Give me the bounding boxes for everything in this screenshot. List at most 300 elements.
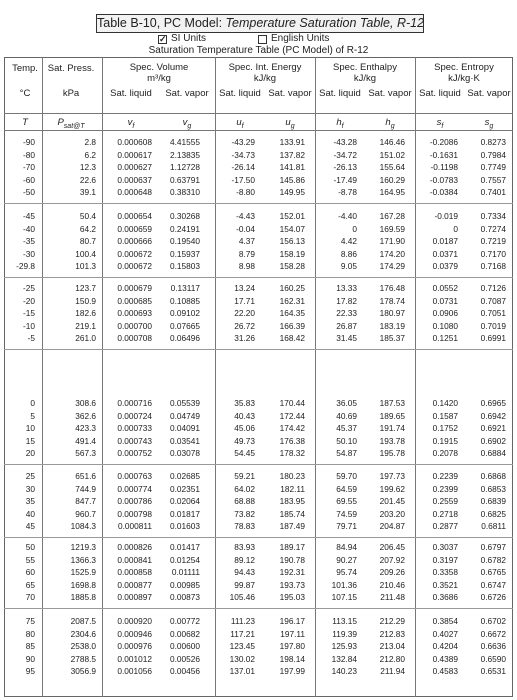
cell-sg: 0.6868 bbox=[480, 471, 506, 481]
table-row bbox=[4, 484, 513, 495]
cell-uf: 89.12 bbox=[234, 554, 255, 565]
cell-sf: 0.3521 bbox=[432, 579, 458, 590]
cell-pressure: 123.7 bbox=[75, 283, 96, 293]
cell-sf: 0.3358 bbox=[432, 567, 458, 578]
cell-sf: -0.019 bbox=[434, 211, 458, 221]
header-sym-hf: $h_f$ bbox=[336, 117, 344, 130]
cell-temp: -30 bbox=[23, 248, 35, 259]
cell-temp: -50 bbox=[23, 187, 35, 198]
cell-vf: 0.000976 bbox=[117, 641, 152, 652]
cell-ug: 198.14 bbox=[279, 653, 305, 664]
cell-temp: 85 bbox=[25, 641, 35, 652]
cell-temp: 45 bbox=[25, 521, 35, 532]
cell-vg: 0.01817 bbox=[170, 508, 200, 519]
cell-sg: 0.6726 bbox=[480, 592, 506, 603]
cell-vf: 0.000946 bbox=[117, 628, 152, 639]
cell-vg: 0.04749 bbox=[170, 410, 200, 421]
cell-hg: 199.62 bbox=[379, 483, 405, 494]
cell-pressure: 2788.5 bbox=[70, 653, 96, 664]
cell-temp: 65 bbox=[25, 579, 35, 590]
cell-sf: -0.1631 bbox=[429, 149, 458, 160]
cell-vf: 0.000858 bbox=[117, 567, 152, 578]
cell-ug: 137.82 bbox=[279, 149, 305, 160]
cell-ug: 195.03 bbox=[279, 592, 305, 603]
cell-ug: 152.01 bbox=[279, 211, 305, 221]
cell-vf: 0.000877 bbox=[117, 579, 152, 590]
header-vf-label: Sat. liquid bbox=[110, 88, 152, 99]
cell-ug: 174.42 bbox=[279, 423, 305, 434]
cell-uf: 40.43 bbox=[234, 410, 255, 421]
header-sym-ug: $u_g$ bbox=[285, 117, 295, 130]
cell-uf: 8.79 bbox=[238, 248, 255, 259]
cell-sg: 0.6765 bbox=[480, 567, 506, 578]
cell-vg: 0.24191 bbox=[170, 223, 200, 234]
table-row bbox=[4, 666, 513, 677]
cell-pressure: 182.6 bbox=[75, 308, 96, 319]
cell-vg: 0.00772 bbox=[170, 616, 200, 626]
cell-vg: 0.01417 bbox=[170, 542, 200, 552]
cell-hg: 185.37 bbox=[379, 333, 405, 344]
sym-sg-text: s bbox=[484, 117, 490, 128]
group-divider bbox=[4, 203, 513, 204]
header-sf-label: Sat. liquid bbox=[419, 88, 461, 99]
cell-ug: 193.73 bbox=[279, 579, 305, 590]
cell-hg: 176.48 bbox=[379, 283, 405, 293]
cell-uf: 137.01 bbox=[229, 666, 255, 677]
group-divider bbox=[4, 277, 513, 278]
header-deg-c: °C bbox=[19, 88, 31, 99]
cell-hf: 26.87 bbox=[336, 320, 357, 331]
table-row bbox=[4, 654, 513, 665]
cell-uf: -0.04 bbox=[236, 223, 255, 234]
cell-temp: 75 bbox=[25, 616, 35, 626]
cell-sg: 0.7401 bbox=[480, 187, 506, 198]
cell-hf: 4.42 bbox=[340, 236, 357, 247]
group-divider bbox=[4, 537, 513, 538]
si-units-label: SI Units bbox=[171, 33, 207, 44]
cell-ug: 168.42 bbox=[279, 333, 305, 344]
cell-uf: 8.98 bbox=[238, 261, 255, 272]
table-row bbox=[4, 398, 513, 409]
cell-pressure: 2087.5 bbox=[70, 616, 96, 626]
cell-hf: 50.10 bbox=[336, 435, 357, 446]
cell-temp: -90 bbox=[23, 137, 35, 147]
header-sg-label: Sat. vapor bbox=[467, 88, 511, 99]
cell-vg: 0.00682 bbox=[170, 628, 200, 639]
cell-sf: 0.2559 bbox=[432, 496, 458, 507]
cell-hg: 151.02 bbox=[379, 149, 405, 160]
cell-vf: 0.001012 bbox=[117, 653, 152, 664]
cell-hg: 167.28 bbox=[379, 211, 405, 221]
header-hf-label: Sat. liquid bbox=[319, 88, 361, 99]
cell-sf: 0.2399 bbox=[432, 483, 458, 494]
cell-sg: 0.7984 bbox=[480, 149, 506, 160]
cell-hg: 193.78 bbox=[379, 435, 405, 446]
table-row bbox=[4, 162, 513, 173]
cell-sf: 0.3854 bbox=[432, 616, 458, 626]
cell-uf: 99.87 bbox=[234, 579, 255, 590]
header-kpa: kPa bbox=[62, 88, 80, 99]
cell-vf: 0.000637 bbox=[117, 174, 152, 185]
cell-ug: 156.13 bbox=[279, 236, 305, 247]
table-row bbox=[4, 249, 513, 260]
cell-vg: 0.06496 bbox=[170, 333, 200, 344]
cell-vf: 0.000724 bbox=[117, 410, 152, 421]
cell-temp: 10 bbox=[25, 423, 35, 434]
cell-vg: 0.38310 bbox=[170, 187, 200, 198]
cell-hg: 203.20 bbox=[379, 508, 405, 519]
cell-sf: 0.3197 bbox=[432, 554, 458, 565]
group-divider bbox=[4, 464, 513, 465]
cell-vg: 0.00526 bbox=[170, 653, 200, 664]
cell-sg: 0.6782 bbox=[480, 554, 506, 565]
header-uf-label: Sat. liquid bbox=[219, 88, 261, 99]
cell-hf: 132.84 bbox=[331, 653, 357, 664]
cell-vf: 0.000617 bbox=[117, 149, 152, 160]
cell-vf: 0.000672 bbox=[117, 261, 152, 272]
cell-hg: 189.65 bbox=[379, 410, 405, 421]
cell-uf: -43.29 bbox=[231, 137, 255, 147]
cell-vg: 2.13835 bbox=[170, 149, 200, 160]
header-enthalpy: Spec. Enthalpy bbox=[333, 62, 397, 73]
cell-vg: 0.15803 bbox=[170, 261, 200, 272]
cell-pressure: 39.1 bbox=[79, 187, 96, 198]
table-title-italic: Temperature Saturation Table, R-12 bbox=[225, 16, 425, 30]
cell-uf: 26.72 bbox=[234, 320, 255, 331]
cell-hg: 213.04 bbox=[379, 641, 405, 652]
cell-pressure: 491.4 bbox=[75, 435, 96, 446]
cell-vg: 0.30268 bbox=[170, 211, 200, 221]
sym-sf-text: s bbox=[436, 117, 442, 128]
cell-hf: 17.82 bbox=[336, 295, 357, 306]
table-row bbox=[4, 521, 513, 532]
cell-temp: 5 bbox=[30, 410, 35, 421]
cell-pressure: 1366.3 bbox=[70, 554, 96, 565]
cell-hf: 90.27 bbox=[336, 554, 357, 565]
table-row bbox=[4, 283, 513, 294]
cell-sg: 0.7170 bbox=[480, 248, 506, 259]
cell-sg: 0.6531 bbox=[480, 666, 506, 677]
cell-vf: 0.000700 bbox=[117, 320, 152, 331]
checkbox-checked-icon[interactable] bbox=[158, 35, 167, 44]
cell-hf: 95.74 bbox=[336, 567, 357, 578]
cell-hf: -26.13 bbox=[333, 162, 357, 173]
cell-hg: 210.46 bbox=[379, 579, 405, 590]
cell-hg: 204.87 bbox=[379, 521, 405, 532]
cell-sf: 0.4027 bbox=[432, 628, 458, 639]
table-row bbox=[4, 211, 513, 222]
cell-temp: -20 bbox=[23, 295, 35, 306]
cell-temp: -40 bbox=[23, 223, 35, 234]
cell-sf: 0.0906 bbox=[432, 308, 458, 319]
cell-ug: 189.17 bbox=[279, 542, 305, 552]
cell-hg: 160.29 bbox=[379, 174, 405, 185]
cell-hf: 84.94 bbox=[336, 542, 357, 552]
header-vg-label: Sat. vapor bbox=[165, 88, 209, 99]
cell-hg: 155.64 bbox=[379, 162, 405, 173]
cell-temp: 50 bbox=[25, 542, 35, 552]
sym-hg-text: h bbox=[385, 117, 391, 128]
table-row bbox=[4, 580, 513, 591]
cell-temp: -35 bbox=[23, 236, 35, 247]
cell-ug: 145.86 bbox=[279, 174, 305, 185]
table-subtitle: Saturation Temperature Table (PC Model) of R-12 bbox=[148, 45, 369, 56]
cell-vg: 0.05539 bbox=[170, 398, 200, 408]
table-row bbox=[4, 555, 513, 566]
cell-hg: 178.74 bbox=[379, 295, 405, 306]
cell-hg: 174.20 bbox=[379, 248, 405, 259]
checkbox-unchecked-icon[interactable] bbox=[258, 35, 267, 44]
cell-sg: 0.6636 bbox=[480, 641, 506, 652]
cell-ug: 133.91 bbox=[279, 137, 305, 147]
cell-vg: 0.13117 bbox=[170, 283, 200, 293]
cell-uf: -17.50 bbox=[231, 174, 255, 185]
cell-sg: 0.6811 bbox=[481, 521, 506, 532]
cell-uf: 59.21 bbox=[234, 471, 255, 481]
cell-sf: 0.2718 bbox=[432, 508, 458, 519]
table-row bbox=[4, 496, 513, 507]
english-units-checkbox[interactable] bbox=[258, 33, 329, 45]
cell-sf: -0.1198 bbox=[430, 162, 458, 173]
cell-temp: 95 bbox=[25, 666, 35, 677]
cell-sg: 0.7019 bbox=[480, 320, 506, 331]
cell-pressure: 2538.0 bbox=[70, 641, 96, 652]
cell-sg: 0.6825 bbox=[480, 508, 506, 519]
cell-uf: 111.23 bbox=[230, 616, 255, 626]
cell-ug: 176.38 bbox=[279, 435, 305, 446]
cell-sg: 0.6942 bbox=[480, 410, 506, 421]
cell-temp: 70 bbox=[25, 592, 35, 603]
sym-vg-text: v bbox=[182, 117, 188, 128]
cell-ug: 192.31 bbox=[279, 567, 305, 578]
cell-pressure: 362.6 bbox=[75, 410, 96, 421]
table-row bbox=[4, 616, 513, 627]
cell-vg: 0.02351 bbox=[170, 483, 200, 494]
cell-hg: 212.83 bbox=[379, 628, 405, 639]
cell-uf: 13.24 bbox=[234, 283, 255, 293]
cell-pressure: 2.8 bbox=[84, 137, 96, 147]
symbol-divider bbox=[4, 130, 513, 131]
cell-ug: 190.78 bbox=[279, 554, 305, 565]
cell-sf: 0.1080 bbox=[432, 320, 458, 331]
cell-hg: 207.92 bbox=[379, 554, 405, 565]
cell-sg: 0.7334 bbox=[480, 211, 506, 221]
cell-ug: 158.19 bbox=[279, 248, 305, 259]
group-divider bbox=[4, 349, 513, 350]
cell-vf: 0.000679 bbox=[117, 283, 152, 293]
cell-pressure: 960.7 bbox=[75, 508, 96, 519]
cell-hg: 180.97 bbox=[379, 308, 405, 319]
cell-sg: 0.6965 bbox=[480, 398, 506, 408]
cell-ug: 178.32 bbox=[279, 448, 305, 459]
cell-hf: 79.71 bbox=[336, 521, 357, 532]
cell-uf: 54.45 bbox=[234, 448, 255, 459]
table-row bbox=[4, 137, 513, 148]
cell-uf: -4.43 bbox=[236, 211, 255, 221]
header-sym-vf: $v_f$ bbox=[127, 117, 135, 130]
table-row bbox=[4, 308, 513, 319]
cell-uf: 105.46 bbox=[229, 592, 255, 603]
cell-sg: 0.7557 bbox=[480, 174, 506, 185]
cell-ug: 185.74 bbox=[279, 508, 305, 519]
cell-ug: 172.44 bbox=[279, 410, 305, 421]
cell-sg: 0.7168 bbox=[480, 261, 506, 272]
cell-hg: 191.74 bbox=[379, 423, 405, 434]
cell-vg: 0.02685 bbox=[170, 471, 200, 481]
cell-sg: 0.7087 bbox=[480, 295, 506, 306]
cell-temp: -80 bbox=[23, 149, 35, 160]
cell-temp: -70 bbox=[23, 162, 35, 173]
sym-hf-text: h bbox=[336, 117, 342, 128]
sym-ug-text: u bbox=[285, 117, 291, 128]
cell-pressure: 308.6 bbox=[75, 398, 96, 408]
cell-vf: 0.000811 bbox=[118, 521, 152, 532]
cell-pressure: 2304.6 bbox=[70, 628, 96, 639]
cell-vf: 0.000685 bbox=[117, 295, 152, 306]
cell-temp: 15 bbox=[25, 435, 35, 446]
cell-vf: 0.000648 bbox=[117, 187, 152, 198]
header-sym-T: T bbox=[22, 117, 28, 128]
cell-pressure: 1525.9 bbox=[70, 567, 96, 578]
cell-sf: 0.1587 bbox=[432, 410, 458, 421]
cell-vg: 0.04091 bbox=[170, 423, 200, 434]
cell-temp: 60 bbox=[25, 567, 35, 578]
cell-hf: 22.33 bbox=[336, 308, 357, 319]
cell-uf: -34.73 bbox=[231, 149, 255, 160]
cell-pressure: 101.3 bbox=[75, 261, 96, 272]
cell-sf: 0.1420 bbox=[432, 398, 458, 408]
header-sym-vg: $v_g$ bbox=[182, 117, 192, 130]
cell-sg: 0.7219 bbox=[480, 236, 506, 247]
si-units-checkbox[interactable] bbox=[158, 33, 206, 45]
cell-sg: 0.6672 bbox=[480, 628, 506, 639]
cell-pressure: 3056.9 bbox=[70, 666, 96, 677]
header-enthalpy-unit: kJ/kg bbox=[353, 73, 377, 84]
cell-sg: 0.6839 bbox=[480, 496, 506, 507]
cell-temp: -45 bbox=[23, 211, 35, 221]
cell-sg: 0.7274 bbox=[480, 223, 506, 234]
table-row bbox=[4, 542, 513, 553]
table-row bbox=[4, 224, 513, 235]
cell-pressure: 64.2 bbox=[79, 223, 96, 234]
cell-ug: 154.07 bbox=[279, 223, 305, 234]
cell-uf: 78.83 bbox=[234, 521, 255, 532]
cell-vg: 0.03078 bbox=[170, 448, 200, 459]
cell-pressure: 219.1 bbox=[75, 320, 96, 331]
cell-sf: 0.2877 bbox=[432, 521, 458, 532]
cell-sf: 0 bbox=[453, 223, 458, 234]
cell-vg: 0.00985 bbox=[170, 579, 200, 590]
table-row bbox=[4, 187, 513, 198]
table-row bbox=[4, 567, 513, 578]
cell-hg: 164.95 bbox=[379, 187, 405, 198]
cell-ug: 182.11 bbox=[280, 483, 305, 494]
cell-uf: 49.73 bbox=[234, 435, 255, 446]
cell-hf: 59.70 bbox=[336, 471, 357, 481]
cell-hf: 9.05 bbox=[340, 261, 357, 272]
cell-temp: 90 bbox=[25, 653, 35, 664]
table-row bbox=[4, 509, 513, 520]
cell-vf: 0.000786 bbox=[117, 496, 152, 507]
english-units-label: English Units bbox=[271, 33, 330, 44]
table-row bbox=[4, 150, 513, 161]
table-row bbox=[4, 261, 513, 272]
cell-hg: 195.78 bbox=[379, 448, 405, 459]
table-title-main: Table B-10, PC Model: bbox=[97, 16, 226, 30]
cell-pressure: 847.7 bbox=[75, 496, 96, 507]
cell-ug: 196.17 bbox=[279, 616, 305, 626]
table-row bbox=[4, 411, 513, 422]
cell-temp: 30 bbox=[25, 483, 35, 494]
cell-hf: 36.05 bbox=[336, 398, 357, 408]
cell-vf: 0.000716 bbox=[117, 398, 152, 408]
cell-vf: 0.000752 bbox=[117, 448, 152, 459]
cell-sf: 0.3686 bbox=[432, 592, 458, 603]
header-sym-hg: $h_g$ bbox=[385, 117, 395, 130]
cell-vf: 0.000708 bbox=[117, 333, 152, 344]
cell-sg: 0.6884 bbox=[480, 448, 506, 459]
cell-pressure: 100.4 bbox=[75, 248, 96, 259]
cell-vg: 0.00600 bbox=[170, 641, 200, 652]
cell-sf: 0.0552 bbox=[432, 283, 458, 293]
cell-pressure: 261.0 bbox=[75, 333, 96, 344]
table-row bbox=[4, 321, 513, 332]
cell-pressure: 423.3 bbox=[75, 423, 96, 434]
cell-pressure: 567.3 bbox=[75, 448, 96, 459]
cell-sf: 0.4389 bbox=[432, 653, 458, 664]
table-title bbox=[96, 14, 424, 33]
cell-hf: 101.36 bbox=[331, 579, 357, 590]
cell-hg: 174.29 bbox=[379, 261, 405, 272]
cell-temp: -5 bbox=[27, 333, 35, 344]
cell-uf: 130.02 bbox=[229, 653, 255, 664]
cell-uf: 31.26 bbox=[234, 333, 255, 344]
header-sym-P: $P_{sat@T}$ bbox=[57, 117, 85, 130]
cell-ug: 180.23 bbox=[279, 471, 305, 481]
cell-uf: 123.45 bbox=[229, 641, 255, 652]
header-sym-uf: $u_f$ bbox=[236, 117, 244, 130]
cell-vf: 0.000733 bbox=[117, 423, 152, 434]
cell-hf: 107.15 bbox=[331, 592, 357, 603]
cell-hf: 74.59 bbox=[336, 508, 357, 519]
cell-sg: 0.6797 bbox=[480, 542, 506, 552]
cell-vg: 0.01111 bbox=[171, 567, 200, 578]
cell-vf: 0.000608 bbox=[117, 137, 152, 147]
cell-vf: 0.000654 bbox=[117, 211, 152, 221]
sym-P-text: P bbox=[57, 117, 64, 128]
cell-temp: -29.8 bbox=[16, 261, 35, 272]
header-hg-label: Sat. vapor bbox=[368, 88, 412, 99]
cell-sf: 0.1251 bbox=[432, 333, 458, 344]
cell-sf: 0.3037 bbox=[432, 542, 458, 552]
cell-ug: 164.35 bbox=[279, 308, 305, 319]
table-row bbox=[4, 448, 513, 459]
cell-uf: 117.21 bbox=[230, 628, 255, 639]
cell-pressure: 1219.3 bbox=[70, 542, 96, 552]
cell-hg: 146.46 bbox=[379, 137, 405, 147]
cell-hf: -34.72 bbox=[333, 149, 357, 160]
cell-vf: 0.001056 bbox=[117, 666, 152, 677]
cell-sg: 0.6747 bbox=[480, 579, 506, 590]
cell-hf: 64.59 bbox=[336, 483, 357, 494]
cell-uf: 45.06 bbox=[234, 423, 255, 434]
cell-ug: 183.95 bbox=[279, 496, 305, 507]
cell-hg: 211.48 bbox=[380, 592, 405, 603]
cell-hf: 40.69 bbox=[336, 410, 357, 421]
cell-temp: -15 bbox=[23, 308, 35, 319]
table-row bbox=[4, 296, 513, 307]
cell-pressure: 6.2 bbox=[84, 149, 96, 160]
